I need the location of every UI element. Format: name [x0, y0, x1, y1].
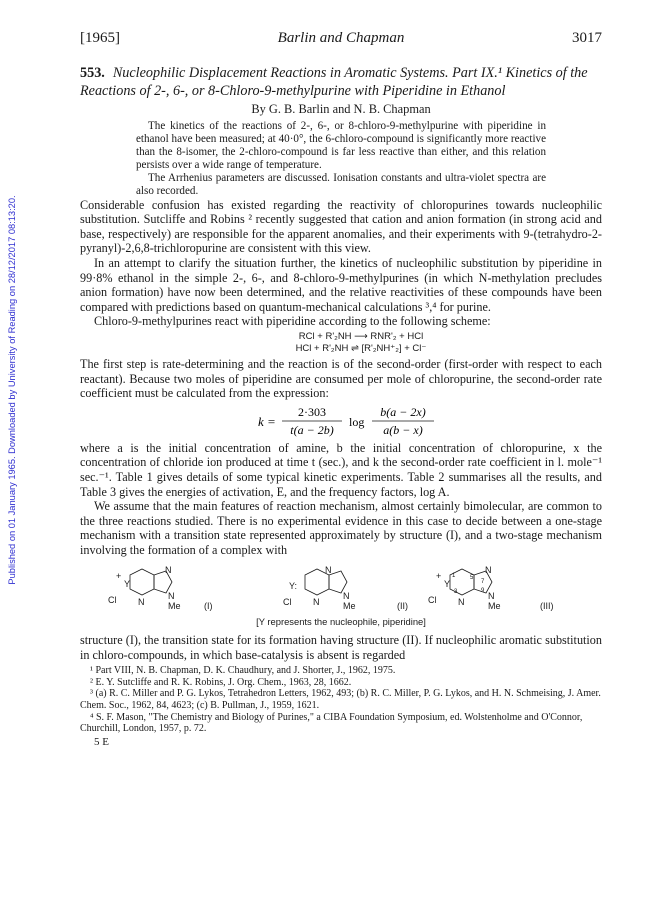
body-paragraph-2: In an attempt to clarify the situation further, the kinetics of nucleophilic substitution by piperidine in 99·8% ethanol in the simple 2-, 6-, and 8-chloro-9-methylpurines (in which N-methylation precludes anion formation) have now been determined, and the relative reactivities of these compounds have been compared with predictions based on quantum-mechanical calculations ³,⁴ for purine. — [80, 255, 602, 314]
structure-I-N9: N — [168, 591, 175, 602]
structure-I-Cl: Cl — [108, 595, 117, 606]
article-authors: By G. B. Barlin and N. B. Chapman — [251, 102, 431, 116]
structure-I — [108, 565, 213, 611]
reference-4: ⁴ S. F. Mason, "The Chemistry and Biology of Purines," a CIBA Foundation Symposium, ed. Wolstenholme and O'Connor, Churchill, London, 1957, p. 72. — [80, 711, 583, 735]
structure-III-N7: N — [485, 565, 492, 576]
structure-III-Y: Y — [444, 579, 451, 590]
structure-II — [283, 565, 408, 611]
structure-III — [428, 565, 554, 611]
header-page-number: 3017 — [572, 30, 602, 46]
structure-III-N9: N — [488, 591, 495, 602]
structure-I-plus: + — [116, 571, 122, 582]
chemical-structures — [80, 563, 602, 613]
structure-I-Y: Y — [124, 579, 131, 590]
structure-III-locant-3: 3 — [454, 589, 458, 596]
body-paragraph-3: Chloro-9-methylpurines react with piperidine according to the following scheme: — [94, 314, 491, 329]
body-paragraph-1: Considerable confusion has existed regarding the reactivity of chloropurines towards nucleophilic substitution. Sutcliffe and Robins ² recently suggested that cation and anion formation (in strong acid and base, respectively) are responsible for the apparent anomalies, and their experiments with 9-(tetrahydro-2-pyranyl)-2,6,8-trichloropurine are consistent with this view. — [80, 197, 602, 256]
scheme-line-1: RCl + R'₂NH ⟶ RNR'₂ + HCl — [298, 330, 424, 342]
structure-II-N9: N — [343, 591, 350, 602]
references — [80, 665, 602, 735]
eq-k: k = — [258, 413, 276, 429]
structure-II-N3: N — [313, 597, 320, 608]
reference-3: ³ (a) R. C. Miller and P. G. Lykos, Tetrahedron Letters, 1962, 493; (b) R. C. Miller, P. G. Lykos, and H. N. Schmeising, J. Amer. Chem. Soc., 1962, 84, 4623; (c) B. Pullman, J., 1959, 1621. — [80, 688, 601, 712]
eq-denominator-1: t(a − 2b) — [290, 422, 334, 437]
structure-II-methyl: Me — [343, 601, 356, 612]
reaction-scheme — [120, 331, 602, 355]
body-paragraph-6: We assume that the main features of reaction mechanism, almost certainly bimolecular, are common to the three reactions studied. There is no experimental evidence in this case to decide between a one-stage mechanism with a transition state represented approximately by structure (I), and a two-stage mechanism involving the formation of a complex with — [80, 499, 602, 557]
header-authors: Barlin and Chapman — [277, 30, 405, 46]
article-title: Nucleophilic Displacement Reactions in Aromatic Systems. Part IX.¹ Kinetics of the Reactions of 2-, 6-, or 8-Chloro-9-methylpurine with Piperidine in Ethanol — [80, 65, 588, 99]
running-header — [80, 30, 602, 52]
provenance-sidebar — [4, 150, 20, 630]
article-title-block — [80, 64, 602, 100]
structure-III-N3: N — [458, 597, 465, 608]
page-code: 5 E — [94, 735, 109, 748]
structure-I-N7: N — [165, 565, 172, 576]
structure-I-label: (I) — [204, 601, 213, 612]
structures-caption: [Y represents the nucleophile, piperidine] — [256, 616, 426, 628]
structure-III-methyl: Me — [488, 601, 501, 612]
structure-III-plus: + — [436, 571, 442, 582]
structure-II-Cl: Cl — [283, 597, 292, 608]
eq-denominator-2: a(b − x) — [383, 422, 423, 437]
structure-III-locant-7: 7 — [481, 579, 485, 586]
article-number: 553. — [80, 65, 105, 81]
abstract — [136, 120, 546, 198]
structure-I-six-ring — [130, 569, 154, 595]
structure-III-Cl: Cl — [428, 595, 437, 606]
abstract-paragraph-2: The Arrhenius parameters are discussed. Ionisation constants and ultra-violet spectra are also recorded. — [136, 171, 546, 197]
provenance-text: Published on 01 January 1965. Downloaded by University of Reading on 28/12/2017 08:13:20. — [7, 195, 17, 585]
structure-II-five-ring — [329, 571, 347, 593]
structure-III-locant-9: 9 — [481, 588, 485, 595]
structures-svg — [80, 563, 602, 613]
eq-numerator-1: 2·303 — [298, 404, 326, 419]
structure-II-Y: Y: — [289, 581, 298, 592]
rate-equation-svg — [80, 404, 602, 438]
body-paragraph-5: where a is the initial concentration of amine, b the initial concentration of chloropurine, x the concentration of chloride ion produced at time t (sec.), and k the second-order rate coefficient in l. mole⁻¹ sec.⁻¹. Table 1 gives details of some typical kinetic experiments. Table 2 summarises all the results, and Table 3 gives the energies of activation, E, and the frequency factors, log A. — [80, 440, 602, 499]
header-year: [1965] — [80, 30, 120, 46]
body-paragraph-4: The first step is rate-determining and the reaction is of the second-order (first-order with respect to each reactant). Because two moles of piperidine are consumed per mole of chloropurine, the second-order rate coefficient must be calculated from the expression: — [80, 356, 602, 401]
scheme-line-2: HCl + R'₂NH ⇌ [R'₂NH⁺₂] + Cl⁻ — [295, 342, 427, 354]
structure-III-label: (III) — [540, 601, 554, 612]
structure-II-label: (II) — [397, 601, 408, 612]
reference-2: ² E. Y. Sutcliffe and R. K. Robins, J. Org. Chem., 1963, 28, 1662. — [90, 676, 352, 688]
body-paragraph-7: structure (I), the transition state for its formation having structure (II). If nucleophilic aromatic substitution in chloro-compounds, in which base-catalysis is absent is regarded — [80, 633, 602, 662]
article-content — [80, 64, 602, 749]
structure-I-methyl: Me — [168, 601, 181, 612]
eq-numerator-2: b(a − 2x) — [380, 404, 426, 419]
eq-log: log — [349, 414, 365, 429]
structure-III-locant-1: 1 — [452, 573, 456, 580]
reference-1: ¹ Part VIII, N. B. Chapman, D. K. Chaudhury, and J. Shorter, J., 1962, 1975. — [90, 665, 396, 677]
structure-II-N1: N — [325, 565, 332, 576]
abstract-paragraph-1: The kinetics of the reactions of 2-, 6-, or 8-chloro-9-methylpurine with piperidine in ethanol have been measured; at 40·0°, the 6-chloro-compound is significantly more reactive than the 8-isomer, the 2-chloro-compound is far less reactive than either, and this relation persists over a wide range of temperature. — [136, 119, 546, 171]
structure-III-locant-5: 5 — [470, 575, 474, 582]
structure-I-N3: N — [138, 597, 145, 608]
article-body — [80, 198, 602, 663]
rate-equation — [80, 404, 602, 438]
